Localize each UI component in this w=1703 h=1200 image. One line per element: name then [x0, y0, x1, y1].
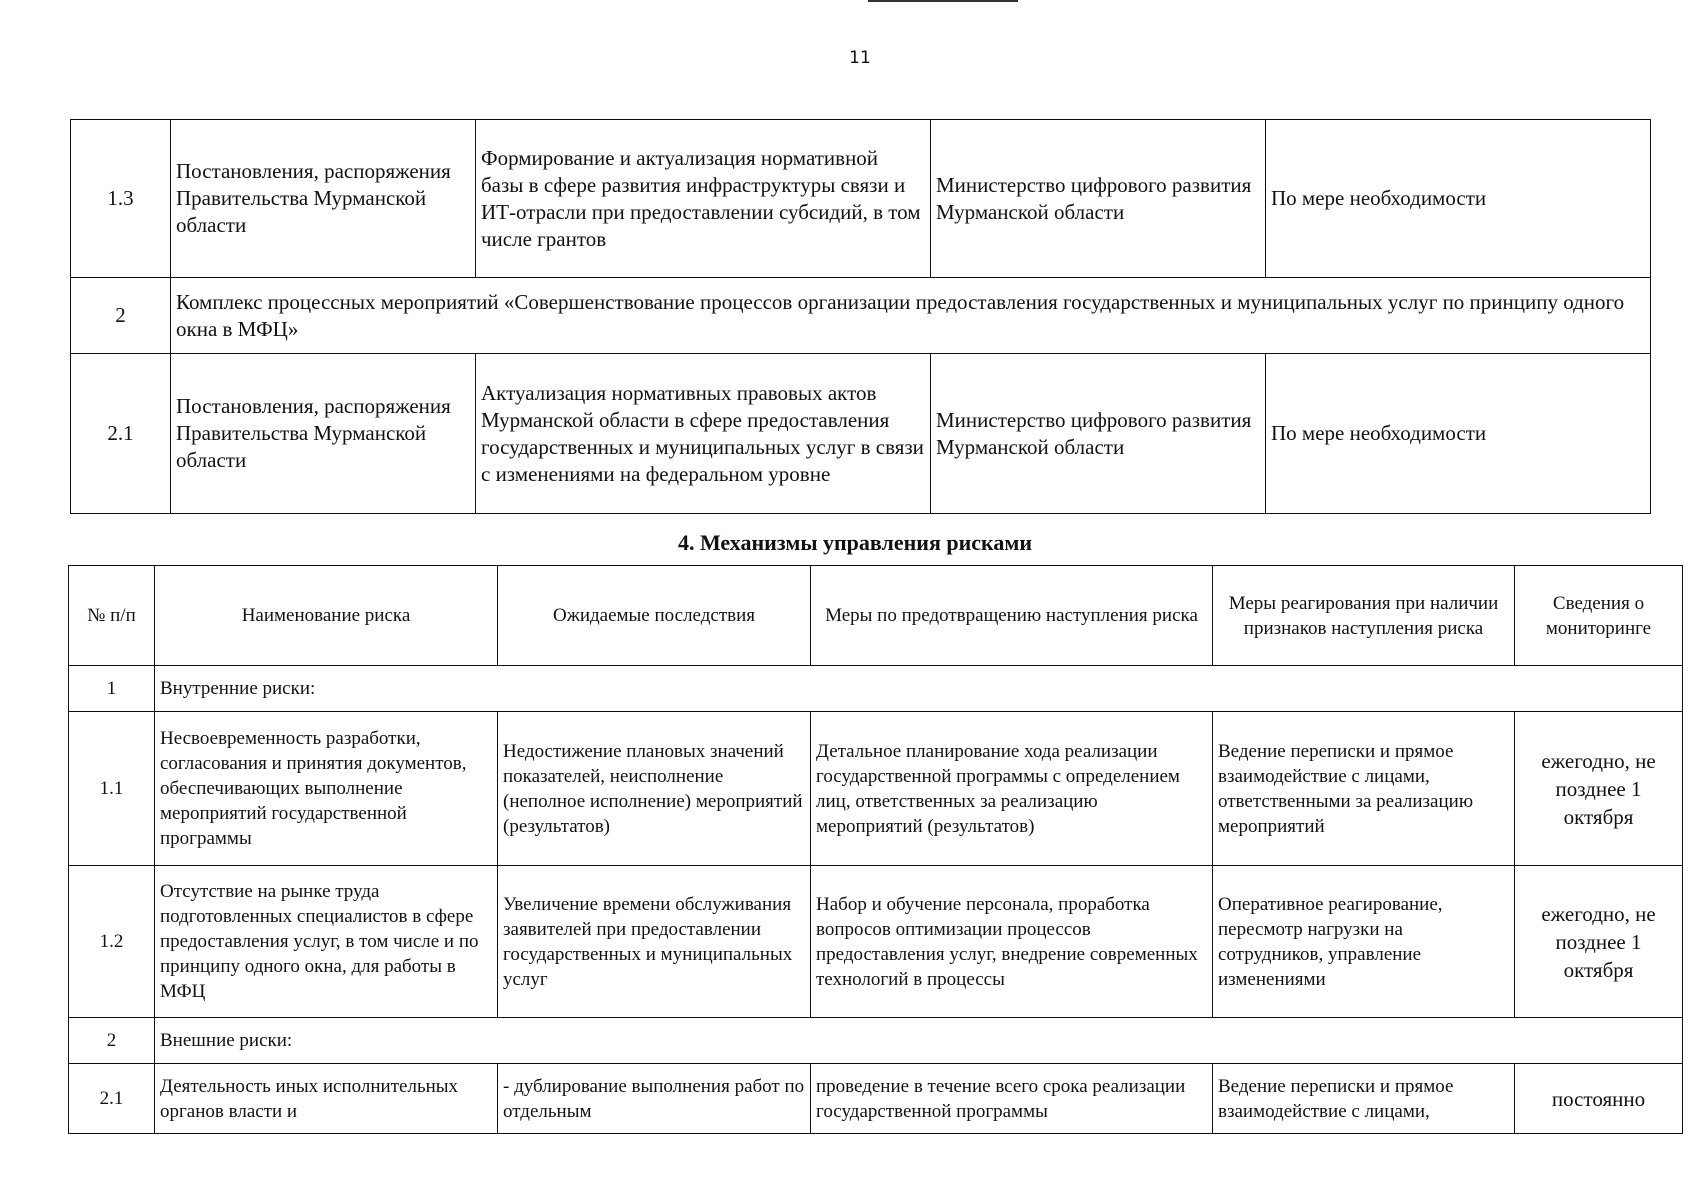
group-title: Внутренние риски:	[155, 666, 1683, 712]
monitoring-info: постоянно	[1515, 1064, 1683, 1134]
response-measures: Оперативное реагирование, пересмотр нагрузки на сотрудников, управление изменениями	[1213, 866, 1515, 1018]
table-row	[69, 1064, 1683, 1134]
table-row	[69, 866, 1683, 1018]
response-measures: Ведение переписки и прямое взаимодействие с лицами,	[1213, 1064, 1515, 1134]
table-header-row	[69, 566, 1683, 666]
activity-content: Актуализация нормативных правовых актов Мурманской области в сфере предоставления государственных и муниципальных услуг в связи с изменениями на федеральном уровне	[476, 354, 931, 514]
row-number: 2.1	[69, 1064, 155, 1134]
table-row	[69, 1018, 1683, 1064]
row-number: 2.1	[71, 354, 171, 514]
consequences: - дублирование выполнения работ по отдельным	[498, 1064, 811, 1134]
row-number: 1.2	[69, 866, 155, 1018]
document-type: Постановления, распоряжения Правительства Мурманской области	[171, 354, 476, 514]
risk-name: Деятельность иных исполнительных органов власти и	[155, 1064, 498, 1134]
responsible-party: Министерство цифрового развития Мурманской области	[931, 120, 1266, 278]
row-number: 2	[71, 278, 171, 354]
section-title: 4. Механизмы управления рисками	[677, 530, 1033, 555]
activities-table	[70, 119, 1651, 514]
table-row	[71, 354, 1651, 514]
row-number: 1.1	[69, 712, 155, 866]
consequences: Недостижение плановых значений показателей, неисполнение (неполное исполнение) мероприятий (результатов)	[498, 712, 811, 866]
table-row	[69, 666, 1683, 712]
risk-name: Отсутствие на рынке труда подготовленных специалистов в сфере предоставления услуг, в том числе и по принципу одного окна, для работы в МФЦ	[155, 866, 498, 1018]
response-measures: Ведение переписки и прямое взаимодействие с лицами, ответственными за реализацию мероприятий	[1213, 712, 1515, 866]
table-row	[71, 120, 1651, 278]
row-number: 1.3	[71, 120, 171, 278]
header-response: Меры реагирования при наличии признаков наступления риска	[1213, 566, 1515, 666]
page-number: 11	[849, 48, 871, 68]
complex-title: Комплекс процессных мероприятий «Совершенствование процессов организации предоставления государственных и муниципальных услуг по принципу одного окна в МФЦ»	[171, 278, 1651, 354]
prevention-measures: Набор и обучение персонала, проработка вопросов оптимизации процессов предоставления услуг, внедрение современных технологий в процессы	[811, 866, 1213, 1018]
deadline: По мере необходимости	[1266, 120, 1651, 278]
activity-content: Формирование и актуализация нормативной базы в сфере развития инфраструктуры связи и ИТ-отрасли при предоставлении субсидий, в том числе грантов	[476, 120, 931, 278]
monitoring-info: ежегодно, не позднее 1 октября	[1515, 712, 1683, 866]
monitoring-info: ежегодно, не позднее 1 октября	[1515, 866, 1683, 1018]
header-number: № п/п	[69, 566, 155, 666]
prevention-measures: Детальное планирование хода реализации государственной программы с определением лиц, ответственных за реализацию мероприятий (результатов)	[811, 712, 1213, 866]
responsible-party: Министерство цифрового развития Мурманской области	[931, 354, 1266, 514]
header-risk-name: Наименование риска	[155, 566, 498, 666]
row-number: 2	[69, 1018, 155, 1064]
table-row	[71, 278, 1651, 354]
header-rule	[868, 0, 1018, 2]
risk-name: Несвоевременность разработки, согласования и принятия документов, обеспечивающих выполнение мероприятий государственной программы	[155, 712, 498, 866]
row-number: 1	[69, 666, 155, 712]
group-title: Внешние риски:	[155, 1018, 1683, 1064]
header-monitoring: Сведения о мониторинге	[1515, 566, 1683, 666]
consequences: Увеличение времени обслуживания заявителей при предоставлении государственных и муниципальных услуг	[498, 866, 811, 1018]
risk-table	[68, 565, 1683, 1134]
header-prevention: Меры по предотвращению наступления риска	[811, 566, 1213, 666]
document-type: Постановления, распоряжения Правительства Мурманской области	[171, 120, 476, 278]
table-row	[69, 712, 1683, 866]
header-consequences: Ожидаемые последствия	[498, 566, 811, 666]
deadline: По мере необходимости	[1266, 354, 1651, 514]
prevention-measures: проведение в течение всего срока реализации государственной программы	[811, 1064, 1213, 1134]
